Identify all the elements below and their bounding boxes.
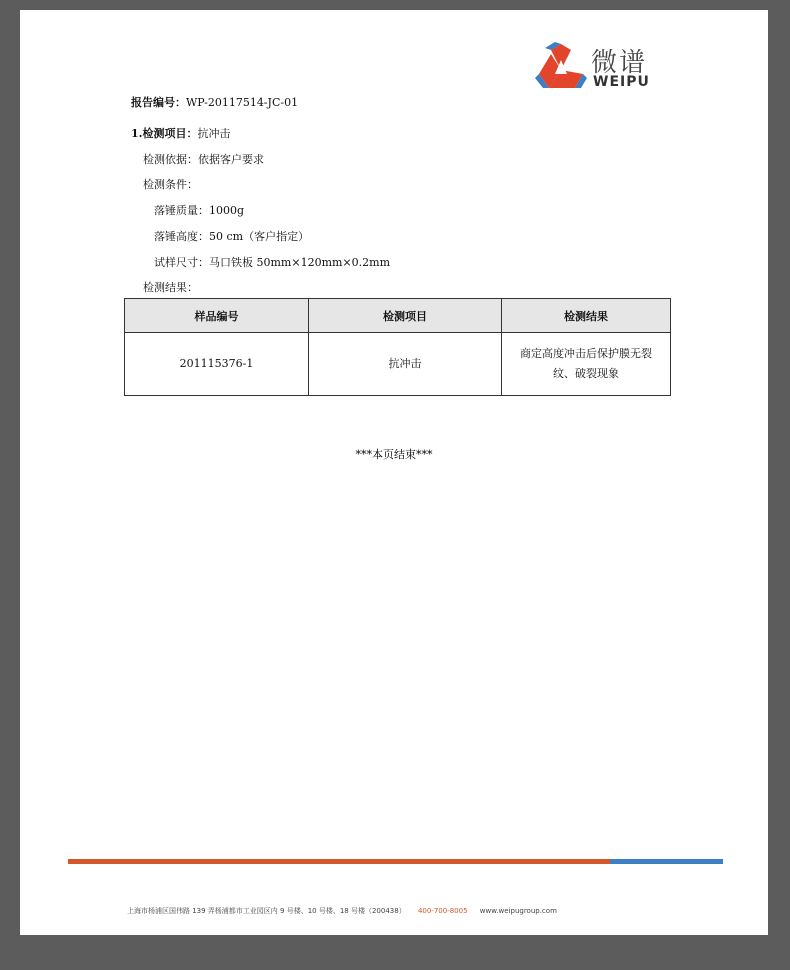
table-header-row <box>125 299 671 333</box>
logo-cn: 微谱 <box>591 48 648 78</box>
results-table <box>124 298 671 396</box>
header-sample-no: 样品编号 <box>125 299 309 333</box>
hammer-height: 落锤高度：50 cm（客户指定） <box>154 230 310 243</box>
report-page <box>20 10 768 935</box>
footer-phone: 400-700-8005 <box>417 907 468 915</box>
test-conditions: 检测条件： <box>143 178 198 191</box>
footer-bar-red <box>68 859 610 864</box>
cell-sample-no: 201115376-1 <box>125 333 309 396</box>
test-basis: 检测依据：依据客户要求 <box>143 153 264 166</box>
weipu-logo <box>535 40 675 100</box>
weipu-logo-icon <box>535 40 587 92</box>
cell-result: 商定高度冲击后保护膜无裂纹、破裂现象 <box>502 333 671 396</box>
logo-en: WEIPU <box>593 74 650 90</box>
footer-address: 上海市杨浦区国伟路 139 弄杨浦都市工业园区内 9 号楼、10 号楼、18 号楼（200438） <box>127 907 406 915</box>
sample-size: 试样尺寸：马口铁板 50mm×120mm×0.2mm <box>154 256 390 269</box>
header-test-item: 检测项目 <box>309 299 502 333</box>
test-item: 1.检测项目：抗冲击 <box>131 127 231 140</box>
table-row <box>125 333 671 396</box>
cell-test-item: 抗冲击 <box>309 333 502 396</box>
hammer-mass: 落锤质量：1000g <box>154 204 245 217</box>
footer-website: www.weipugroup.com <box>479 907 557 915</box>
footer <box>127 906 557 916</box>
header-result: 检测结果 <box>502 299 671 333</box>
footer-bar-blue <box>610 859 723 864</box>
report-number: 报告编号：WP-20117514-JC-01 <box>131 96 299 109</box>
results-label: 检测结果： <box>143 281 198 294</box>
page-end-text: ***本页结束*** <box>355 448 433 461</box>
